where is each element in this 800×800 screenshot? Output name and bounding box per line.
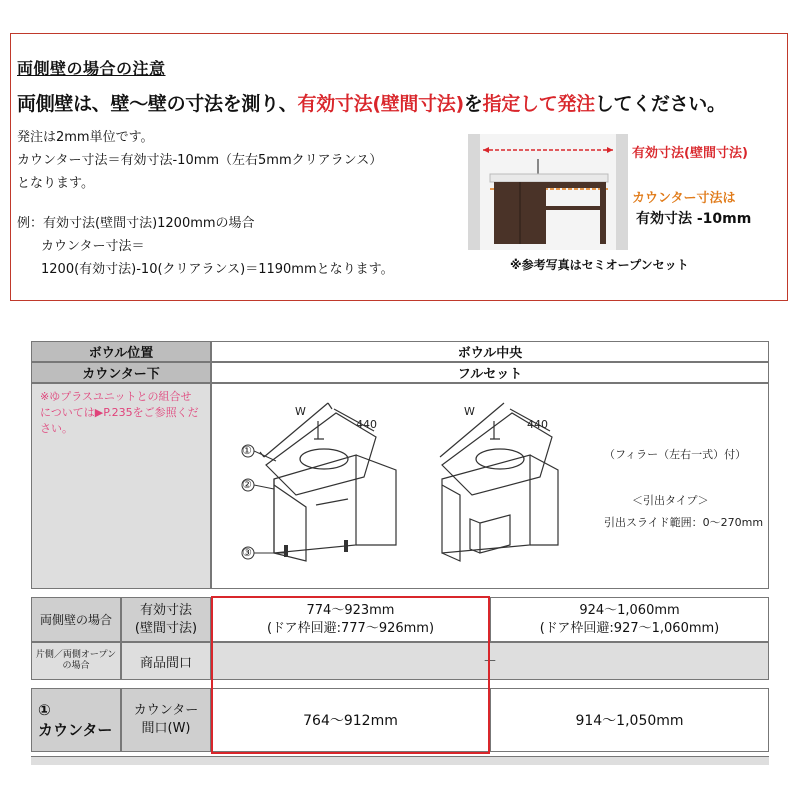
counter-w-label: カウンター 間口(W) bbox=[121, 688, 211, 752]
example-line-3: 1200(有効寸法)-10(クリアランス)＝1190mmとなります。 bbox=[41, 262, 394, 277]
example-line-2: カウンター寸法＝ bbox=[41, 239, 145, 254]
drawer-range: 引出スライド範囲：0～270mm bbox=[604, 516, 764, 529]
side-note-text: ※ゆプラスユニットとの組合せについては▶P.235をご参照ください。 bbox=[40, 390, 199, 435]
depth-label-2: 440 bbox=[527, 418, 548, 431]
side-note-cell bbox=[31, 383, 211, 589]
drawer-type: ＜引出タイプ＞ bbox=[632, 494, 709, 507]
effective-col1: 774～923mm (ドア枠回避:777～926mm) bbox=[211, 597, 490, 642]
photo-label-formula: 有効寸法 -10mm bbox=[636, 211, 752, 227]
example-line-1: 例：有効寸法(壁間寸法)1200mmの場合 bbox=[17, 216, 255, 231]
counter-under-value: フルセット bbox=[211, 362, 769, 383]
bowl-position-value: ボウル中央 bbox=[211, 341, 769, 362]
frontage-value: － bbox=[211, 642, 769, 680]
counter-col1: 764～912mm bbox=[211, 688, 490, 752]
marker-2: ② bbox=[242, 478, 252, 491]
w-label-1: W bbox=[295, 405, 306, 418]
frontage-label: 商品間口 bbox=[121, 642, 211, 680]
reference-photo bbox=[468, 134, 628, 250]
photo-caption: ※参考写真はセミオープンセット bbox=[510, 258, 689, 272]
note-line-3: となります。 bbox=[17, 176, 94, 191]
note-line-1: 発注は2mm単位です。 bbox=[17, 130, 154, 145]
both-walls-label: 両側壁の場合 bbox=[31, 597, 121, 642]
photo-label-effective: 有効寸法(壁間寸法) bbox=[632, 146, 748, 161]
effective-dimension-label: 有効寸法 (壁間寸法) bbox=[121, 597, 211, 642]
cabinet-drawing-door bbox=[236, 395, 406, 565]
counter-col2: 914～1,050mm bbox=[490, 688, 769, 752]
marker-1: ① bbox=[242, 444, 252, 457]
counter-label-cell: ① カウンター bbox=[31, 688, 121, 752]
w-label-2: W bbox=[464, 405, 475, 418]
notice-title: 両側壁の場合の注意 bbox=[17, 59, 166, 78]
depth-label-1: 440 bbox=[356, 418, 377, 431]
bowl-position-label: ボウル位置 bbox=[31, 341, 211, 362]
photo-label-counter: カウンター寸法は bbox=[632, 191, 736, 206]
table-next-row bbox=[31, 756, 769, 765]
counter-under-label: カウンター下 bbox=[31, 362, 211, 383]
filler-note: （フィラー（左右一式）付） bbox=[604, 448, 747, 461]
effective-col2: 924～1,060mm (ドア枠回避:927～1,060mm) bbox=[490, 597, 769, 642]
open-label: 片側／両側オープン の場合 bbox=[31, 642, 121, 680]
note-line-2: カウンター寸法＝有効寸法-10mm（左右5mmクリアランス） bbox=[17, 153, 383, 168]
notice-headline: 両側壁は、壁～壁の寸法を測り、有効寸法(壁間寸法)を指定して発注してください。 bbox=[17, 93, 726, 115]
marker-3: ③ bbox=[242, 546, 252, 559]
